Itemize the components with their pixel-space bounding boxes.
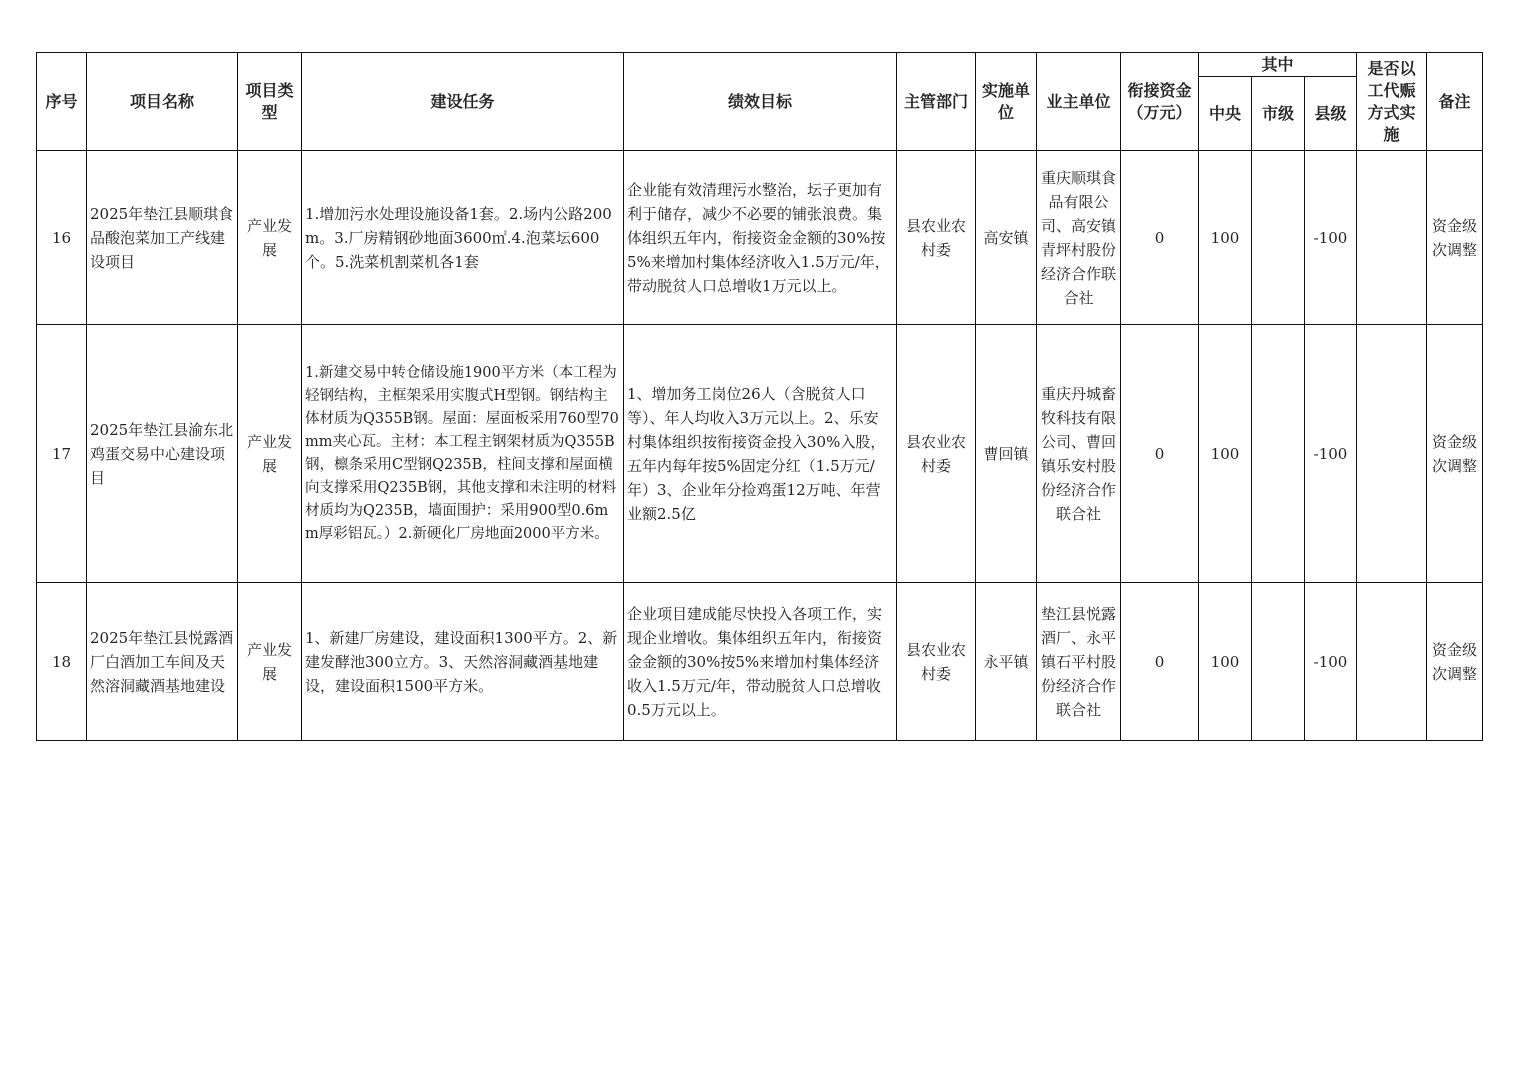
cell-impl: 永平镇 (976, 583, 1037, 741)
cell-task: 1.新建交易中转仓储设施1900平方米（本工程为轻钢结构，主框架采用实腹式H型钢。钢结构主体材质为Q355B钢。屋面：屋面板采用760型70mm夹心瓦。主材：本工程主钢架材质为Q355B钢，檩条采用C型钢Q235B，柱间支撑和屋面横向支撑采用Q235B钢，其他支撑和未注明的材料材质均为Q235B，墙面围护：采用900型0.6mm厚彩铝瓦。）2.新硬化厂房地面2000平方米。 (302, 325, 624, 583)
table-row (37, 151, 1483, 325)
project-table (36, 52, 1483, 741)
cell-goal: 企业项目建成能尽快投入各项工作，实现企业增收。集体组织五年内，衔接资金金额的30%按5%来增加村集体经济收入1.5万元/年，带动脱贫人口总增收0.5万元以上。 (624, 583, 897, 741)
table-body (37, 151, 1483, 741)
cell-name: 2025年垫江县渝东北鸡蛋交易中心建设项目 (87, 325, 238, 583)
header-impl: 实施单位 (976, 53, 1037, 151)
cell-type: 产业发展 (238, 583, 302, 741)
project-table-page (36, 52, 1483, 741)
cell-owner: 垫江县悦露酒厂、永平镇石平村股份经济合作联合社 (1037, 583, 1121, 741)
cell-impl: 高安镇 (976, 151, 1037, 325)
cell-seq: 16 (37, 151, 87, 325)
header-central: 中央 (1199, 77, 1252, 151)
cell-dept: 县农业农村委 (897, 151, 976, 325)
cell-fund: 0 (1121, 325, 1199, 583)
cell-fund: 0 (1121, 151, 1199, 325)
cell-remark: 资金级次调整 (1427, 151, 1483, 325)
cell-workrelief (1357, 583, 1427, 741)
header-goal: 绩效目标 (624, 53, 897, 151)
cell-name: 2025年垫江县悦露酒厂白酒加工车间及天然溶洞藏酒基地建设 (87, 583, 238, 741)
cell-central: 100 (1199, 583, 1252, 741)
cell-remark: 资金级次调整 (1427, 583, 1483, 741)
cell-remark: 资金级次调整 (1427, 325, 1483, 583)
cell-central: 100 (1199, 151, 1252, 325)
header-seq: 序号 (37, 53, 87, 151)
header-task: 建设任务 (302, 53, 624, 151)
header-among: 其中 (1199, 53, 1357, 77)
header-type: 项目类型 (238, 53, 302, 151)
cell-workrelief (1357, 325, 1427, 583)
header-county: 县级 (1305, 77, 1357, 151)
cell-impl: 曹回镇 (976, 325, 1037, 583)
cell-task: 1、新建厂房建设，建设面积1300平方。2、新建发酵池300立方。3、天然溶洞藏酒基地建设，建设面积1500平方米。 (302, 583, 624, 741)
cell-county: -100 (1305, 325, 1357, 583)
cell-dept: 县农业农村委 (897, 583, 976, 741)
cell-task: 1.增加污水处理设施设备1套。2.场内公路200m。3.厂房精钢砂地面3600㎡.4.泡菜坛600个。5.洗菜机割菜机各1套 (302, 151, 624, 325)
cell-workrelief (1357, 151, 1427, 325)
cell-central: 100 (1199, 325, 1252, 583)
header-owner: 业主单位 (1037, 53, 1121, 151)
cell-county: -100 (1305, 583, 1357, 741)
header-remark: 备注 (1427, 53, 1483, 151)
header-fund: 衔接资金（万元） (1121, 53, 1199, 151)
cell-dept: 县农业农村委 (897, 325, 976, 583)
cell-type: 产业发展 (238, 325, 302, 583)
cell-owner: 重庆丹城畜牧科技有限公司、曹回镇乐安村股份经济合作联合社 (1037, 325, 1121, 583)
cell-name: 2025年垫江县顺琪食品酸泡菜加工产线建设项目 (87, 151, 238, 325)
cell-seq: 17 (37, 325, 87, 583)
cell-fund: 0 (1121, 583, 1199, 741)
table-header (37, 53, 1483, 151)
header-name: 项目名称 (87, 53, 238, 151)
cell-seq: 18 (37, 583, 87, 741)
header-city: 市级 (1252, 77, 1305, 151)
cell-county: -100 (1305, 151, 1357, 325)
header-workrelief: 是否以工代赈方式实施 (1357, 53, 1427, 151)
cell-city (1252, 151, 1305, 325)
cell-city (1252, 583, 1305, 741)
table-row (37, 583, 1483, 741)
cell-owner: 重庆顺琪食品有限公司、高安镇青坪村股份经济合作联合社 (1037, 151, 1121, 325)
cell-goal: 1、增加务工岗位26人（含脱贫人口等）、年人均收入3万元以上。2、乐安村集体组织按衔接资金投入30%入股，五年内每年按5%固定分红（1.5万元/年）3、企业年分捡鸡蛋12万吨、年营业额2.5亿 (624, 325, 897, 583)
cell-city (1252, 325, 1305, 583)
table-row (37, 325, 1483, 583)
cell-goal: 企业能有效清理污水整治，坛子更加有利于储存，减少不必要的铺张浪费。集体组织五年内，衔接资金金额的30%按5%来增加村集体经济收入1.5万元/年，带动脱贫人口总增收1万元以上。 (624, 151, 897, 325)
header-dept: 主管部门 (897, 53, 976, 151)
cell-type: 产业发展 (238, 151, 302, 325)
